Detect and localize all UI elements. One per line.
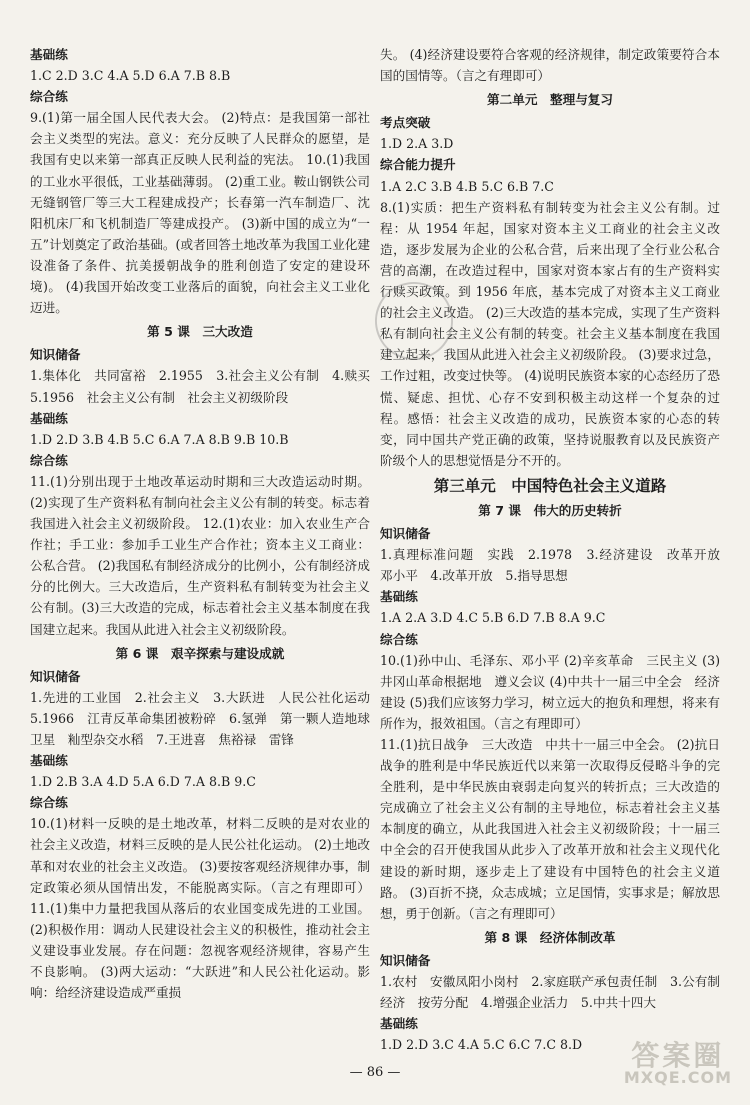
answer-paragraph: 1.真理标准问题 实践 2.1978 3.经济建设 改革开放 邓小平 4.改革开放 5.指导思想 xyxy=(380,547,733,584)
section-heading: 知识储备 xyxy=(30,668,81,684)
section-heading: 综合练 xyxy=(30,795,68,811)
answer-paragraph: 1.D 2.D 3.C 4.A 5.C 6.C 7.C 8.D xyxy=(380,1037,583,1053)
lesson-title: 第 7 课 伟大的历史转折 xyxy=(478,502,622,518)
section-heading: 基础练 xyxy=(380,589,418,605)
left-column xyxy=(30,44,383,1054)
lesson-title: 第 8 课 经济体制改革 xyxy=(484,929,616,945)
site-watermark xyxy=(623,1039,732,1089)
answer-paragraph: 1.C 2.D 3.C 4.A 5.D 6.A 7.B 8.B xyxy=(30,68,231,84)
lesson-title: 第二单元 整理与复习 xyxy=(487,92,613,108)
section-heading: 基础练 xyxy=(30,410,68,426)
watermark-domain: MXQE.COM xyxy=(623,1068,732,1087)
section-heading: 综合练 xyxy=(380,631,418,647)
answer-paragraph: 1.A 2.C 3.B 4.B 5.C 6.B 7.C xyxy=(380,178,554,194)
answer-paragraph: 1.D 2.A 3.D xyxy=(380,136,454,152)
answer-paragraph: 10.(1)材料一反映的是土地改革，材料二反映的是对农业的社会主义改造，材料三反映的是人民公社化运动。 (2)土地改革和对农业的社会主义改造。 (3)要按客观经济规律办事，制定政策必须从国情出发，不能脱离实际。（言之有理即可） 11.(1)集中力量把我国从落后的农业国变成先进的工业国。 (2)积极作用：调动人民建设社会主义的积极性，推动社会主义建设事业发展。存在问题：忽视客观经济规律，容易产生不良影响。 (3)两大运动：“大跃进”和人民公社化运动。影响：给经济建设造成严重损 xyxy=(30,816,370,1001)
section-heading: 基础练 xyxy=(30,47,68,62)
answer-paragraph: 1.D 2.B 3.A 4.D 5.A 6.D 7.A 8.B 9.C xyxy=(30,774,256,790)
section-heading: 综合能力提升 xyxy=(380,157,456,173)
section-heading: 考点突破 xyxy=(380,115,431,131)
answer-page xyxy=(30,44,733,1054)
section-heading: 知识储备 xyxy=(380,952,431,968)
section-heading: 综合练 xyxy=(30,89,68,105)
answer-paragraph: 8.(1)实质：把生产资料私有制转变为社会主义公有制。过程：从 1954 年起，国家对资本主义工商业的社会主义改造，逐步发展为企业的公私合营，后来出现了全行业公私合营的高潮，在改造过程中，国家对资本家占有的生产资料实行赎买政策。到 1956 年底，基本完成了对资本主义工商业的社会主义改造。 (2)三大改造的基本完成，实现了生产资料私有制向社会主义公有制的转变。社会主义基本制度在我国建立起来，我国从此进入社会主义初级阶段。 (3)要求过急，工作过粗，改变过快等。 (4)说明民族资本家的心态经历了恐慌、疑虑、担忧、心存不安到积极主动这样一个复杂的过程。感悟：社会主义改造的成功，民族资本家的心态的转变，同中国共产党正确的政策，坚持说服教育以及民族资产阶级个人的思想觉悟是分不开的。 xyxy=(380,199,720,468)
section-heading: 知识储备 xyxy=(30,347,81,363)
answer-paragraph: 1.集体化 共同富裕 2.1955 3.社会主义公有制 4.赎买 5.1956 社会主义公有制 社会主义初级阶段 xyxy=(30,368,383,405)
answer-paragraph: 1.D 2.D 3.B 4.B 5.C 6.A 7.A 8.B 9.B 10.B xyxy=(30,431,289,447)
answer-paragraph: 失。 (4)经济建设要符合客观的经济规律，制定政策要符合本国的国情等。（言之有理即可） xyxy=(380,47,720,84)
lesson-title: 第 5 课 三大改造 xyxy=(147,324,253,340)
watermark-logo-text: 答案圈 xyxy=(631,1039,725,1072)
answer-paragraph: 11.(1)分别出现于土地改革运动时期和三大改造运动时期。 (2)实现了生产资料私有制向社会主义公有制的转变。标志着我国进入社会主义初级阶段。 12.(1)农业：加入农业生产合作社；手工业：参加手工业生产合作社；资本主义工商业：公私合营。 (2)我国私有制经济成分的比例小，公有制经济成分的比例大。三大改造后，生产资料私有制转变为社会主义公有制。(3)三大改造的完成，标志着社会主义基本制度在我国建立起来。我国从此进入社会主义初级阶段。 xyxy=(30,473,370,637)
section-heading: 综合练 xyxy=(30,452,68,468)
right-column xyxy=(380,44,733,1054)
answer-paragraph: 9.(1)第一届全国人民代表大会。 (2)特点：是我国第一部社会主义类型的宪法。意义：充分反映了人民群众的愿望，是我国有史以来第一部真正反映人民利益的宪法。 10.(1)我国的工业水平很低，工业基础薄弱。 (2)重工业。鞍山钢铁公司无缝钢管厂等三大工程建成投产；长春第一汽车制造厂、沈阳机床厂和飞机制造厂等建成投产。 (3)新中国的成立为“一五”计划奠定了政治基础。(或者回答土地改革为我国工业化建设准备了条件、抗美援朝战争的胜利创造了安定的建设环境)。 (4)我国开始改变工业落后的面貌，向社会主义工业化迈进。 xyxy=(30,110,370,316)
section-heading: 基础练 xyxy=(380,1016,418,1032)
section-heading: 基础练 xyxy=(30,753,68,769)
lesson-title: 第 6 课 艰辛探索与建设成就 xyxy=(115,645,285,661)
answer-paragraph: 1.A 2.A 3.D 4.C 5.B 6.D 7.B 8.A 9.C xyxy=(380,610,606,626)
answer-paragraph: 1.先进的工业国 2.社会主义 3.大跃进 人民公社化运动 5.1966 江青反革命集团被粉碎 6.氢弹 第一颗人造地球卫星 籼型杂交水稻 7.王进喜 焦裕禄 雷锋 xyxy=(30,689,383,747)
unit-title: 第三单元 中国特色社会主义道路 xyxy=(433,476,667,495)
answer-paragraph: 10.(1)孙中山、毛泽东、邓小平 (2)辛亥革命 三民主义 (3)井冈山革命根据地 遵义会议 (4)中共十一届三中全会 经济建设 (5)我们应该努力学习，树立远大的抱负和理想，将来有所作为，报效祖国。（言之有理即可） xyxy=(380,652,720,731)
page-number: — 86 — xyxy=(349,1065,401,1080)
answer-paragraph: 11.(1)抗日战争 三大改造 中共十一届三中全会。 (2)抗日战争的胜利是中华民族近代以来第一次取得反侵略斗争的完全胜利，是中华民族由衰弱走向复兴的转折点；三大改造的完成确立了社会主义公有制的主导地位，标志着社会主义基本制度的确立，从此我国进入社会主义初级阶段；十一届三中全会的召开使我国从此步入了改革开放和社会主义现代化建设的新时期，逐步走上了建设有中国特色的社会主义道路。 (3)百折不挠，众志成城；立足国情，实事求是；解放思想，勇于创新。（言之有理即可） xyxy=(380,737,720,921)
section-heading: 知识储备 xyxy=(380,526,431,542)
answer-paragraph: 1.农村 安徽凤阳小岗村 2.家庭联产承包责任制 3.公有制经济 按劳分配 4.增强企业活力 5.中共十四大 xyxy=(380,974,720,1011)
